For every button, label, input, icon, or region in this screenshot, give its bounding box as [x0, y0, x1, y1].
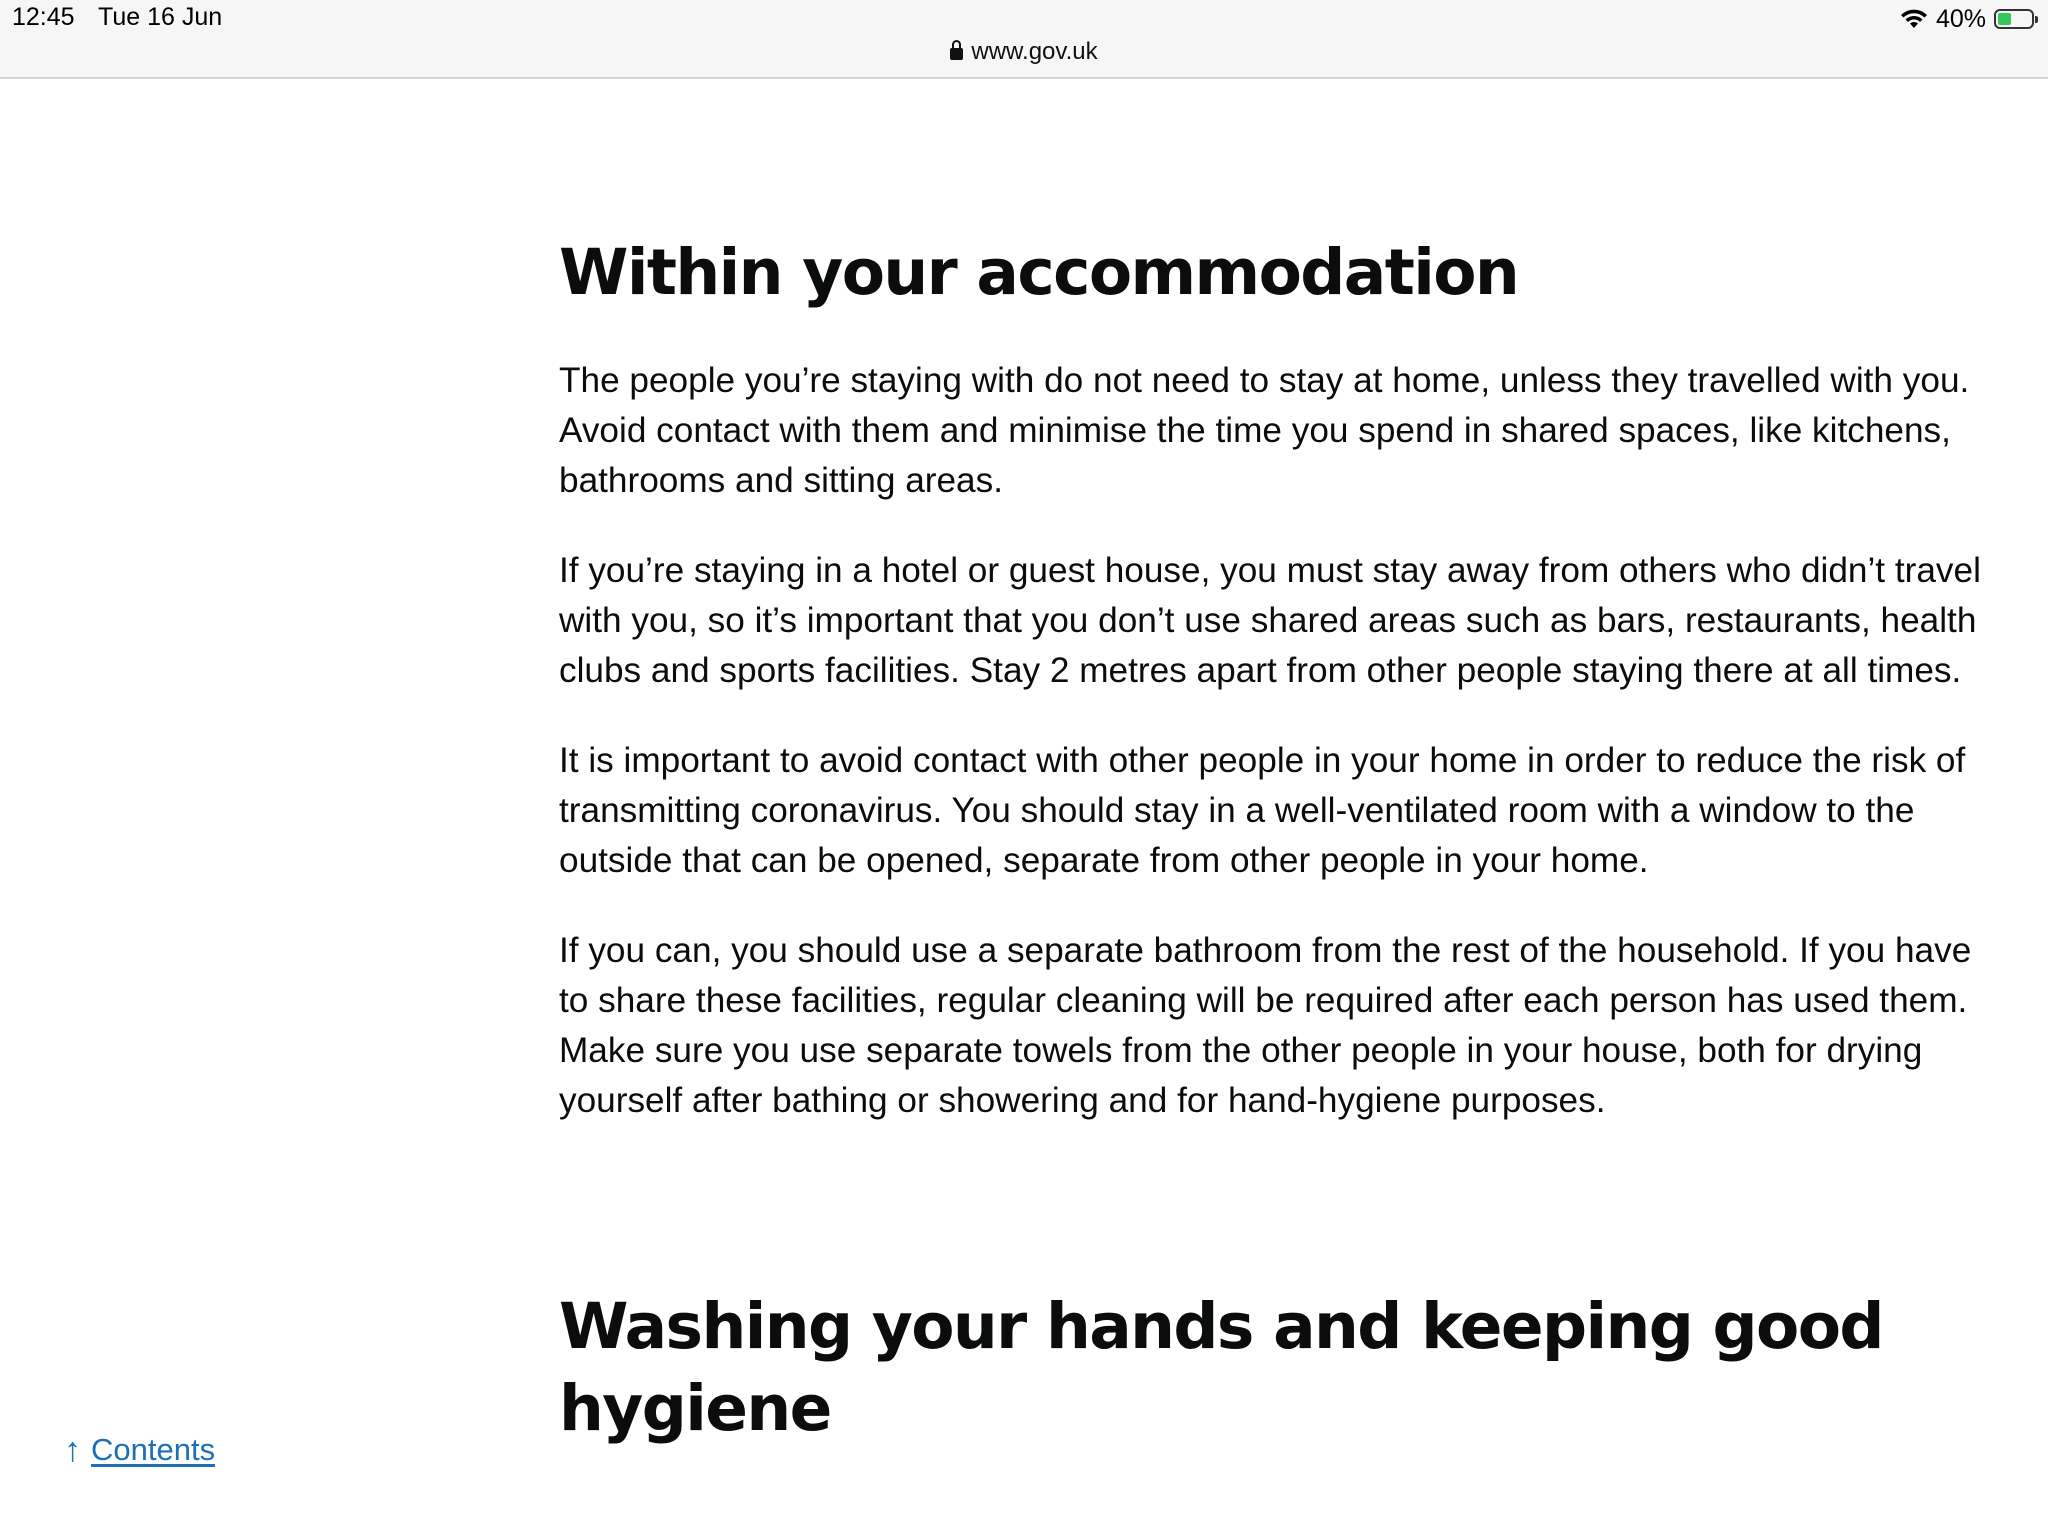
url-text[interactable]: www.gov.uk — [971, 38, 1098, 65]
status-date: Tue 16 Jun — [98, 3, 223, 31]
wifi-icon — [1900, 8, 1928, 30]
status-time: 12:45 — [12, 3, 75, 31]
battery-icon — [1994, 9, 2034, 29]
lock-icon — [950, 48, 963, 60]
battery-level — [1998, 13, 2011, 25]
contents-link-label[interactable]: Contents — [91, 1432, 216, 1467]
battery-percent: 40% — [1935, 4, 1986, 33]
paragraph: The people you’re staying with do not need to stay at home, unless they travelled with you. Avoid contact with them and minimise the time you spend in shared spaces, like kitchens, bathrooms and sitting areas. — [559, 361, 1970, 500]
paragraph: If you can, you should use a separate bathroom from the rest of the household. If you have to share these facilities, regular cleaning will be required after each person has used them. Make sure you use separate towels from the other people in your house, both for drying yourself after bathing or showering and for hand-hygiene purposes. — [559, 931, 1972, 1120]
section-heading-hygiene: Washing your hands and keeping good hygiene — [559, 1290, 1883, 1445]
address-bar[interactable] — [0, 38, 2048, 66]
main-content — [559, 220, 1999, 1450]
status-indicators — [1900, 2, 2034, 36]
status-bar — [0, 0, 2048, 79]
paragraph: If you’re staying in a hotel or guest house, you must stay away from others who didn’t travel with you, so it’s important that you don’t use shared areas such as bars, restaurants, health clubs and sports facilities. Stay 2 metres apart from other people staying there at all times. — [559, 551, 1981, 690]
paragraph: It is important to avoid contact with other people in your home in order to reduce the risk of transmitting coronavirus. You should stay in a well-ventilated room with a window to the outside that can be opened, separate from other people in your home. — [559, 741, 1966, 880]
back-to-contents-link[interactable] — [64, 1432, 215, 1468]
section-heading-accommodation: Within your accommodation — [559, 236, 1519, 309]
arrow-up-icon: ↑ — [64, 1431, 81, 1469]
